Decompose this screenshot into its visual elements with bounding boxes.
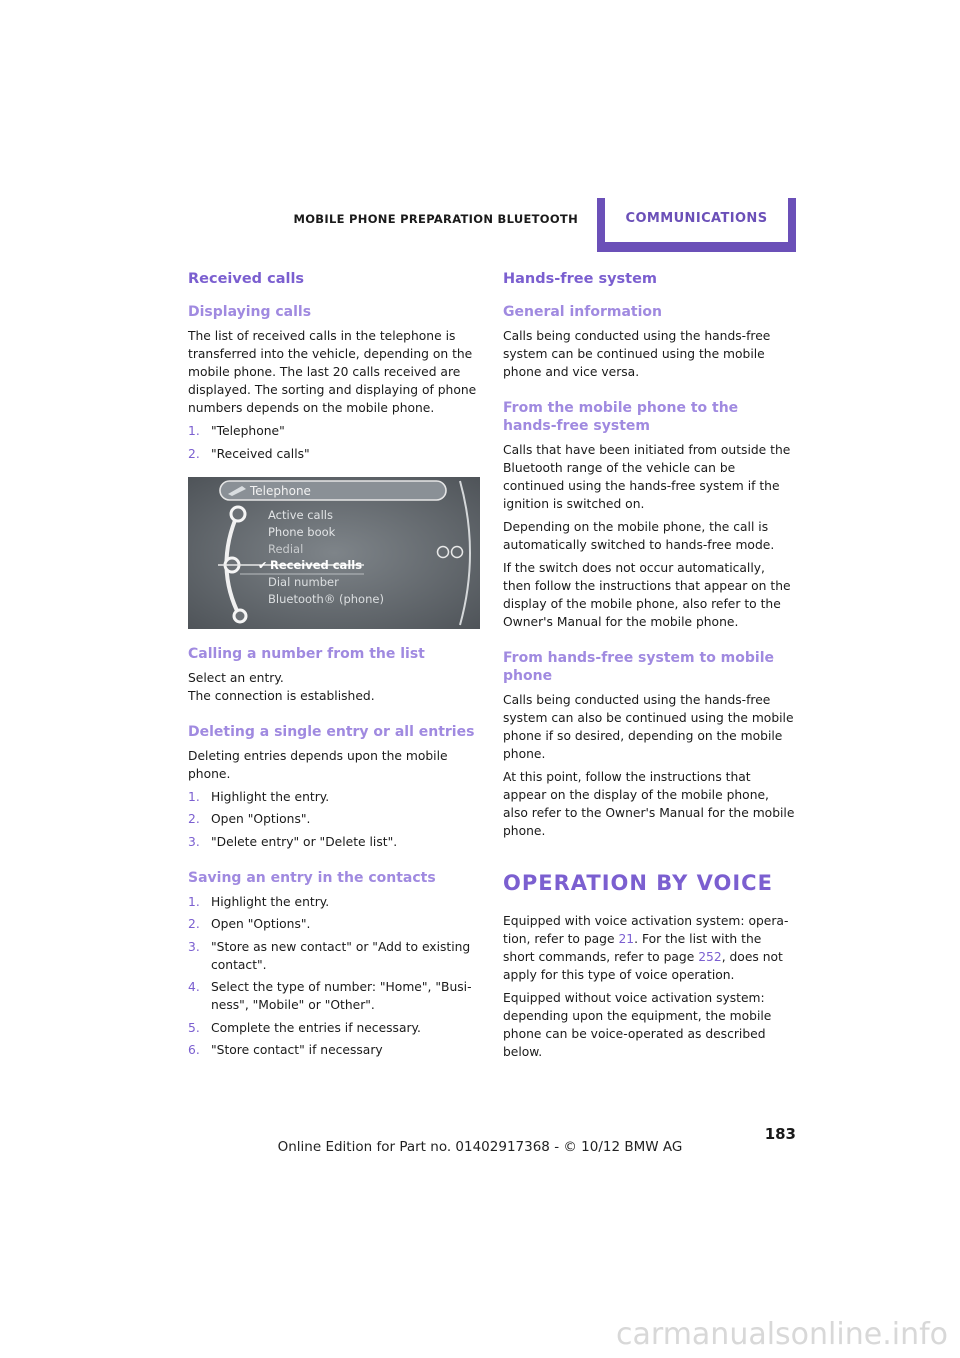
list-item (188, 810, 480, 828)
operation-by-voice-heading: OPERATION BY VOICE (503, 871, 773, 895)
list-item (188, 445, 480, 463)
calling-heading: Calling a number from the list (188, 645, 425, 662)
saving-heading: Saving an entry in the contacts (188, 869, 436, 886)
page-link-21[interactable]: 21 (618, 932, 635, 946)
step-number: 2. (188, 812, 200, 826)
step-text: Open "Options". (211, 917, 311, 931)
site-watermark: carmanualsonline.info (616, 1317, 948, 1352)
telephone-menu-screenshot (188, 477, 480, 629)
screen-item: Active calls (268, 507, 333, 522)
screen-title: Telephone (250, 483, 311, 498)
general-text: Calls being conducted using the hands-free system can be continued using the mobile phone and vice versa. (503, 329, 771, 379)
step-number: 2. (188, 917, 200, 931)
chapter-tab[interactable] (597, 198, 796, 252)
step-number: 2. (188, 446, 200, 461)
step-number: 3. (188, 834, 200, 849)
chapter-tab-inner (605, 198, 788, 242)
list-item (188, 788, 480, 806)
step-text: "Store contact" if necessary (211, 1043, 383, 1057)
general-heading: General information (503, 304, 662, 320)
step-number: 6. (188, 1043, 200, 1057)
step-text: "Delete entry" or "Delete list". (211, 834, 398, 849)
screen-item: Phone book (268, 524, 336, 539)
deleting-heading: Deleting a single entry or all entries (188, 723, 475, 740)
step-number: 3. (188, 939, 200, 954)
deleting-text: Deleting entries depends upon the mobile phone. (188, 748, 448, 781)
calling-line-1: Select an entry. (188, 670, 284, 685)
list-item (188, 978, 480, 1014)
step-text: "Telephone" (211, 424, 285, 438)
chapter-title: COMMUNICATIONS (625, 211, 768, 226)
step-number: 4. (188, 980, 200, 994)
from-handsfree-paragraph-1: Calls being conducted using the hands-free system can also be continued using the mobile phone if so desired, depending on the mobile phone. (503, 693, 794, 761)
handsfree-heading: Hands-free system (503, 271, 658, 287)
screen-item: Redial (268, 541, 304, 556)
screen-item-selected: Received calls (270, 557, 363, 572)
list-item (188, 893, 480, 911)
screen-item: Dial number (268, 574, 339, 589)
left-column (188, 270, 480, 1064)
check-icon: ✔ (258, 558, 268, 572)
voice-paragraph-1 (503, 912, 795, 984)
step-number: 1. (188, 894, 200, 909)
from-mobile-paragraph-3: If the switch does not occur automatically, then follow the instructions that appear on the display of the mobile phone, also refer to the Owner's Manual for the mobile phone. (503, 561, 791, 629)
list-item (188, 1041, 480, 1059)
screen-item: Bluetooth® (phone) (268, 591, 384, 606)
saving-steps (188, 893, 480, 1060)
from-mobile-paragraph-1: Calls that have been initiated from outside the Bluetooth range of the vehicle can be continued using the hands-free system if the ignition is switched on. (503, 443, 791, 511)
from-handsfree-heading: From hands-free system to mobile phone (503, 650, 775, 684)
step-text: "Store as new contact" or "Add to existing contact". (211, 939, 471, 972)
step-text: Highlight the entry. (211, 894, 330, 909)
step-text: Complete the entries if necessary. (211, 1020, 421, 1035)
displaying-calls-heading: Displaying calls (188, 304, 312, 320)
voice-text-b: . For the list with the short commands, refer to page (503, 932, 762, 964)
step-text: "Received calls" (211, 446, 310, 461)
step-text: Open "Options". (211, 812, 311, 826)
right-column (503, 270, 795, 1066)
step-number: 1. (188, 789, 200, 804)
list-item (188, 422, 480, 440)
from-mobile-paragraph-2: Depending on the mobile phone, the call is automatically switched to hands-free mode. (503, 520, 775, 552)
voice-paragraph-2: Equipped without voice activation system: depending upon the equipment, the mobile phone can be voice-operated as described below. (503, 991, 772, 1059)
received-calls-heading: Received calls (188, 271, 305, 287)
header-section-title: MOBILE PHONE PREPARATION BLUETOOTH (293, 212, 578, 226)
step-number: 1. (188, 424, 200, 438)
from-mobile-heading: From the mobile phone to the hands-free system (503, 400, 739, 434)
list-item (188, 915, 480, 933)
displaying-steps (188, 422, 480, 463)
step-number: 5. (188, 1020, 200, 1035)
list-item (188, 833, 480, 851)
voice-text-c: , does not apply for this type of voice operation. (503, 950, 783, 982)
voice-text-a: Equipped with voice activation system: operation, refer to page (503, 914, 789, 946)
from-handsfree-paragraph-2: At this point, follow the instructions that appear on the display of the mobile phone, also refer to the Owner's Manual for the mobile phone. (503, 770, 795, 838)
list-item (188, 1019, 480, 1037)
page-number: 183 (764, 1125, 796, 1143)
deleting-steps (188, 788, 480, 851)
page-link-252[interactable]: 252 (698, 950, 722, 964)
displaying-calls-text: The list of received calls in the telephone is transferred into the vehicle, depending on the mobile phone. The last 20 calls received are displayed. The sorting and displaying of phone numbers depends on the mobile phone. (188, 329, 477, 415)
step-text: Select the type of number: "Home", "Business", "Mobile" or "Other". (211, 980, 472, 1012)
idrive-screen-image (188, 477, 480, 629)
step-text: Highlight the entry. (211, 789, 330, 804)
list-item (188, 938, 480, 974)
calling-line-2: The connection is established. (188, 688, 375, 703)
edition-footer: Online Edition for Part no. 01402917368 - © 10/12 BMW AG (277, 1139, 683, 1155)
